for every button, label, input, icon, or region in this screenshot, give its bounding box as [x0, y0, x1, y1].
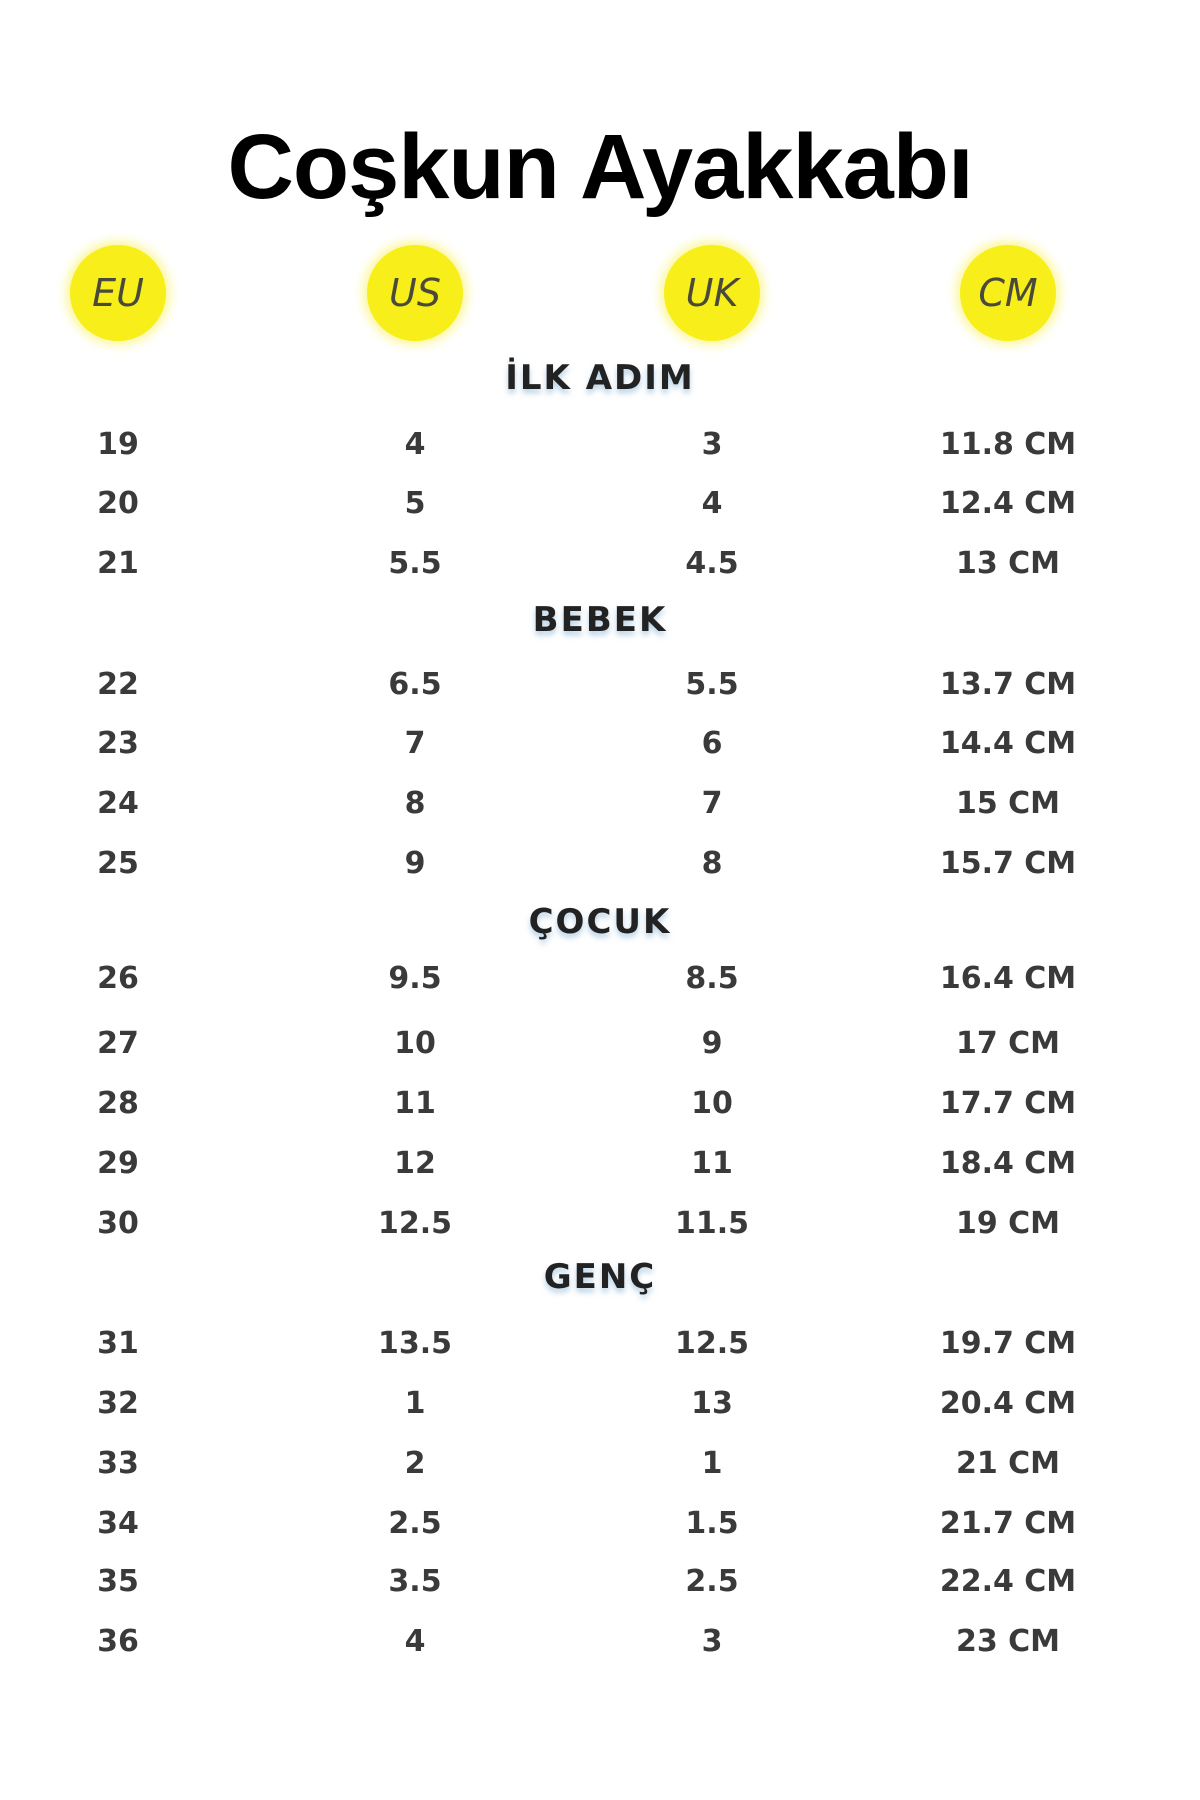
cell-uk: 3 — [701, 1624, 723, 1659]
cell-cm: 21 CM — [955, 1446, 1061, 1481]
cell-us: 9.5 — [388, 961, 442, 996]
cell-cm: 22.4 CM — [939, 1564, 1077, 1599]
cell-eu: 23 — [97, 726, 139, 761]
column-header-uk: UK — [664, 245, 760, 341]
table-row — [0, 1139, 1200, 1189]
cell-eu: 19 — [97, 427, 139, 462]
table-row — [0, 719, 1200, 769]
cell-cm: 16.4 CM — [939, 961, 1077, 996]
cell-us: 10 — [394, 1026, 436, 1061]
cell-cm: 18.4 CM — [939, 1146, 1077, 1181]
cell-eu: 31 — [97, 1326, 139, 1361]
cell-eu: 29 — [97, 1146, 139, 1181]
cell-cm: 13 CM — [955, 546, 1061, 581]
section-title-ilk-adim: İLK ADIM — [505, 358, 695, 398]
cell-uk: 2.5 — [685, 1564, 739, 1599]
column-header-us: US — [367, 245, 463, 341]
cell-cm: 14.4 CM — [939, 726, 1077, 761]
cell-us: 9 — [404, 846, 426, 881]
table-row — [0, 1379, 1200, 1429]
cell-us: 4 — [404, 1624, 426, 1659]
cell-us: 3.5 — [388, 1564, 442, 1599]
cell-uk: 11.5 — [674, 1206, 750, 1241]
cell-cm: 17.7 CM — [939, 1086, 1077, 1121]
cell-eu: 26 — [97, 961, 139, 996]
table-row — [0, 539, 1200, 589]
table-row — [0, 779, 1200, 829]
cell-us: 1 — [404, 1386, 426, 1421]
cell-uk: 4.5 — [685, 546, 739, 581]
table-row — [0, 1617, 1200, 1667]
table-row — [0, 1019, 1200, 1069]
cell-cm: 19 CM — [955, 1206, 1061, 1241]
cell-cm: 15 CM — [955, 786, 1061, 821]
table-row — [0, 1499, 1200, 1549]
cell-us: 8 — [404, 786, 426, 821]
cell-eu: 22 — [97, 667, 139, 702]
cell-eu: 21 — [97, 546, 139, 581]
cell-us: 11 — [394, 1086, 436, 1121]
cell-us: 2 — [404, 1446, 426, 1481]
cell-us: 6.5 — [388, 667, 442, 702]
cell-us: 7 — [404, 726, 426, 761]
cell-eu: 20 — [97, 486, 139, 521]
cell-cm: 11.8 CM — [939, 427, 1077, 462]
cell-eu: 33 — [97, 1446, 139, 1481]
cell-uk: 5.5 — [685, 667, 739, 702]
cell-eu: 24 — [97, 786, 139, 821]
column-header-row — [0, 245, 1200, 345]
cell-us: 5 — [404, 486, 426, 521]
section-title-bebek: BEBEK — [532, 600, 668, 640]
cell-cm: 17 CM — [955, 1026, 1061, 1061]
cell-uk: 6 — [701, 726, 723, 761]
cell-cm: 15.7 CM — [939, 846, 1077, 881]
cell-uk: 11 — [691, 1146, 733, 1181]
column-header-eu: EU — [70, 245, 166, 341]
cell-cm: 21.7 CM — [939, 1506, 1077, 1541]
cell-uk: 8.5 — [685, 961, 739, 996]
cell-uk: 9 — [701, 1026, 723, 1061]
table-row — [0, 954, 1200, 1004]
cell-uk: 7 — [701, 786, 723, 821]
table-row — [0, 839, 1200, 889]
section-title-cocuk: ÇOCUK — [528, 902, 672, 942]
cell-uk: 3 — [701, 427, 723, 462]
page-title: Coşkun Ayakkabı — [227, 116, 973, 218]
table-row — [0, 1199, 1200, 1249]
table-row — [0, 420, 1200, 470]
cell-eu: 28 — [97, 1086, 139, 1121]
table-row — [0, 479, 1200, 529]
cell-cm: 13.7 CM — [939, 667, 1077, 702]
cell-us: 13.5 — [377, 1326, 453, 1361]
cell-eu: 27 — [97, 1026, 139, 1061]
cell-uk: 13 — [691, 1386, 733, 1421]
cell-cm: 12.4 CM — [939, 486, 1077, 521]
cell-uk: 4 — [701, 486, 723, 521]
cell-eu: 35 — [97, 1564, 139, 1599]
table-row — [0, 1439, 1200, 1489]
cell-us: 12.5 — [377, 1206, 453, 1241]
cell-eu: 36 — [97, 1624, 139, 1659]
table-row — [0, 660, 1200, 710]
cell-us: 4 — [404, 427, 426, 462]
cell-eu: 34 — [97, 1506, 139, 1541]
cell-uk: 1.5 — [685, 1506, 739, 1541]
cell-cm: 19.7 CM — [939, 1326, 1077, 1361]
cell-eu: 25 — [97, 846, 139, 881]
cell-eu: 32 — [97, 1386, 139, 1421]
table-row — [0, 1557, 1200, 1607]
cell-cm: 23 CM — [955, 1624, 1061, 1659]
table-row — [0, 1319, 1200, 1369]
cell-us: 5.5 — [388, 546, 442, 581]
column-header-cm: CM — [960, 245, 1056, 341]
section-title-genc: GENÇ — [543, 1257, 657, 1297]
cell-uk: 8 — [701, 846, 723, 881]
cell-eu: 30 — [97, 1206, 139, 1241]
cell-uk: 12.5 — [674, 1326, 750, 1361]
cell-cm: 20.4 CM — [939, 1386, 1077, 1421]
table-row — [0, 1079, 1200, 1129]
cell-us: 12 — [394, 1146, 436, 1181]
cell-us: 2.5 — [388, 1506, 442, 1541]
cell-uk: 1 — [701, 1446, 723, 1481]
cell-uk: 10 — [691, 1086, 733, 1121]
